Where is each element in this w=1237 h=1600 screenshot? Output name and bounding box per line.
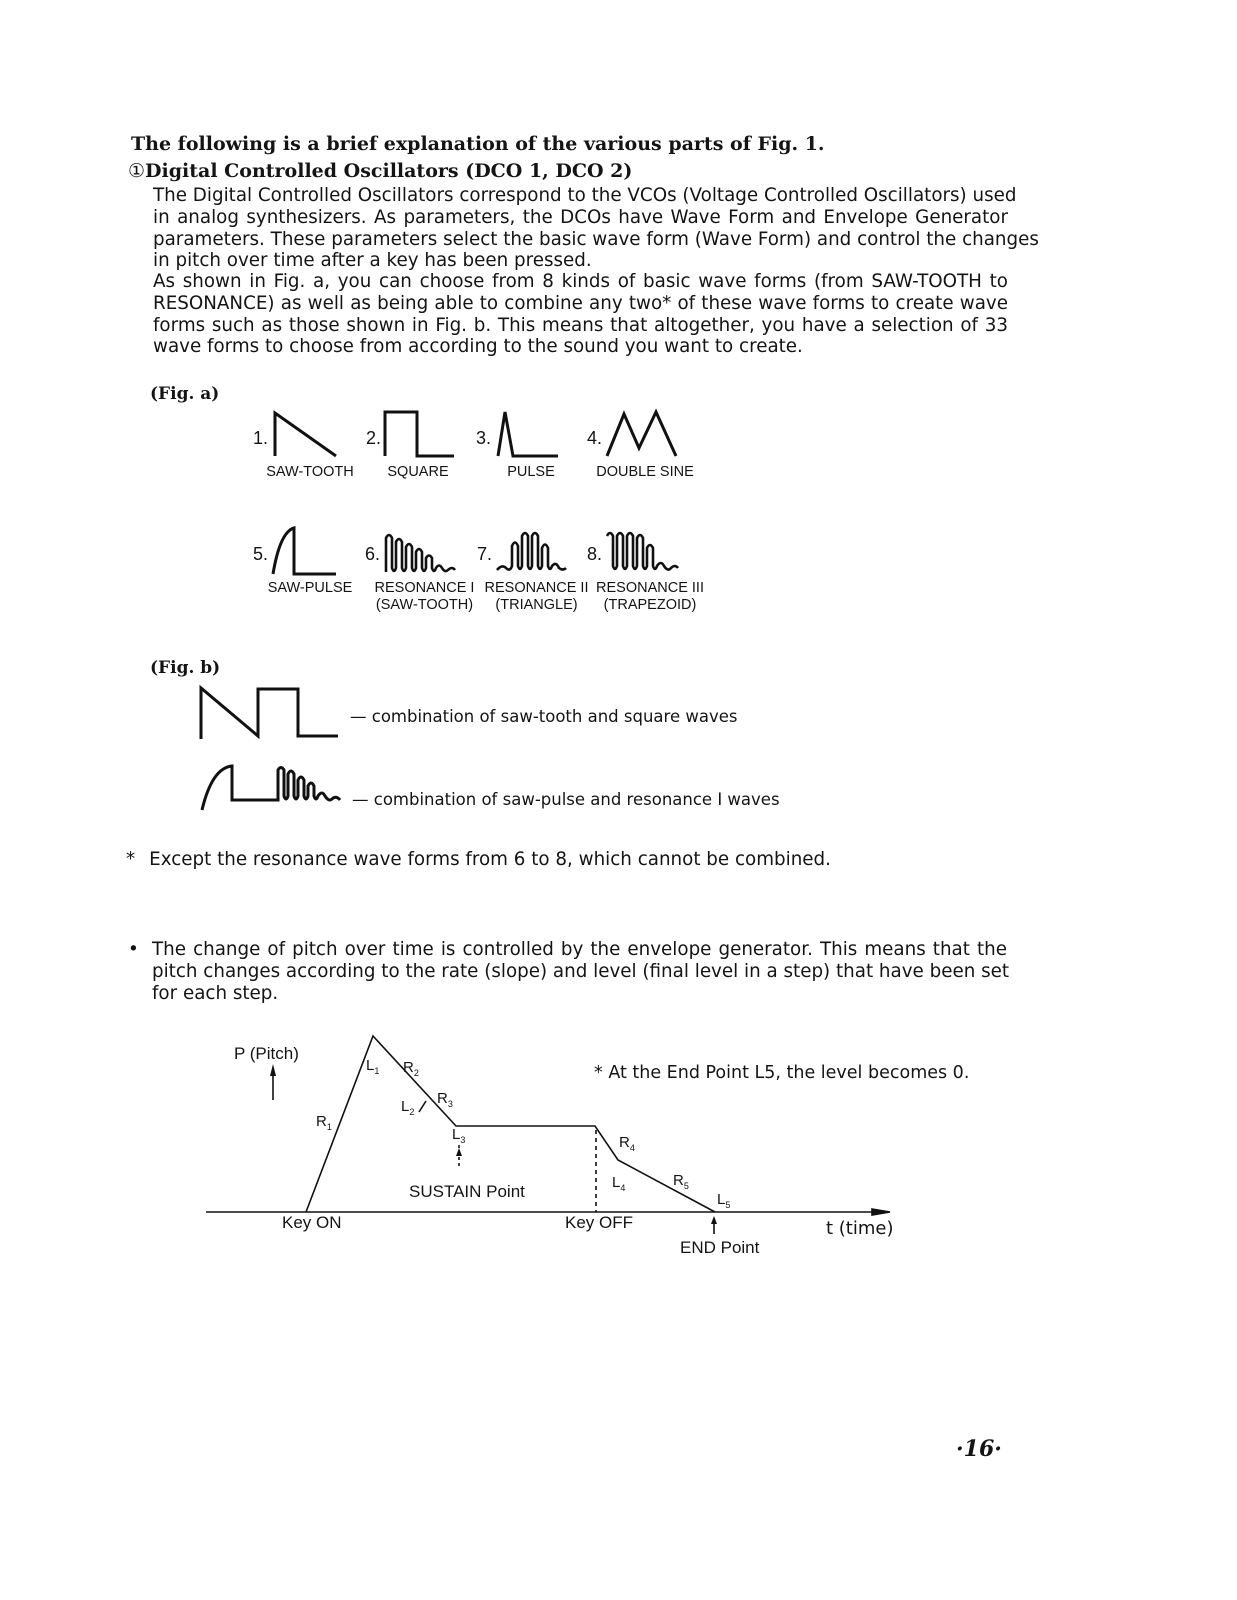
end-point-arrow-icon xyxy=(711,1216,717,1224)
wave-number: 6. xyxy=(365,544,381,564)
l1-label: $L_1$ xyxy=(366,1057,380,1076)
fig-a-label: (Fig. a) xyxy=(150,384,220,404)
key-off-label: Key OFF xyxy=(565,1213,634,1232)
paragraph-line: for each step. xyxy=(152,982,279,1004)
r4-label: $R_4$ xyxy=(619,1134,635,1153)
paragraph-line: parameters. These parameters select the basic wave form (Wave Form) and control the changes xyxy=(153,228,1039,250)
wave-caption: DOUBLE SINE xyxy=(596,464,694,480)
wave-number: 7. xyxy=(477,544,493,564)
key-on-label: Key ON xyxy=(282,1213,342,1232)
wave-number: 1. xyxy=(253,428,269,448)
fig-b-label: (Fig. b) xyxy=(150,658,221,678)
paragraph-line: forms such as those shown in Fig. b. This means that altogether, you have a selection of 33 xyxy=(153,314,1008,336)
wave-caption-sub: (TRIANGLE) xyxy=(495,597,578,613)
wave-number: 5. xyxy=(253,544,269,564)
pitch-axis-label: P (Pitch) xyxy=(234,1044,299,1063)
wave-number: 4. xyxy=(587,428,603,448)
section-marker: ① xyxy=(128,160,146,182)
wave-number: 2. xyxy=(366,428,382,448)
wave-number: 8. xyxy=(587,544,603,564)
page-heading: The following is a brief explanation of the various parts of Fig. 1. xyxy=(131,133,825,155)
wave-caption-sub: (SAW-TOOTH) xyxy=(375,597,474,613)
wave-caption: SAW-PULSE xyxy=(267,580,353,596)
l4-label: $L_4$ xyxy=(612,1174,626,1193)
wave-caption-name: RESONANCE II xyxy=(484,580,589,596)
l2-label: $L_2$ xyxy=(401,1098,415,1117)
paragraph-line: wave forms to choose from according to the sound you want to create. xyxy=(153,336,803,358)
paragraph-line: The change of pitch over time is controlled by the envelope generator. This means that the xyxy=(152,939,1007,960)
sustain-arrow-icon xyxy=(456,1148,462,1156)
wave-caption-name: RESONANCE I xyxy=(374,580,475,596)
footnote-mark: * xyxy=(126,849,136,870)
time-axis-label: t (time) xyxy=(826,1218,894,1239)
paragraph-line: in pitch over time after a key has been pressed. xyxy=(153,250,592,272)
section-title-text: Digital Controlled Oscillators (DCO 1, DCO 2) xyxy=(145,160,633,182)
pitch-arrow-icon xyxy=(270,1064,276,1076)
r1-label: $R_1$ xyxy=(316,1113,332,1132)
wave-caption-name: RESONANCE III xyxy=(596,580,704,596)
bullet-mark: • xyxy=(128,939,139,960)
paragraph-line: As shown in Fig. a, you can choose from 8 kinds of basic wave forms (from SAW-TOOTH to xyxy=(153,271,1008,292)
r3-label: $R_3$ xyxy=(437,1090,453,1109)
time-axis-arrow-icon xyxy=(872,1209,890,1215)
r2-label: $R_2$ xyxy=(403,1059,419,1078)
wave-caption: SQUARE xyxy=(387,464,449,480)
l5-label: $L_5$ xyxy=(717,1191,731,1210)
end-point-note: * At the End Point L5, the level becomes 0. xyxy=(594,1063,970,1083)
wave-caption: PULSE xyxy=(507,464,555,480)
paragraph-line: RESONANCE) as well as being able to combine any two* of these wave forms to create wave xyxy=(153,292,1008,314)
paragraph-line: pitch changes according to the rate (slope) and level (final level in a step) that have been set xyxy=(152,960,1010,982)
wave-number: 3. xyxy=(476,428,492,448)
combo-description: — combination of saw-tooth and square waves xyxy=(350,707,738,726)
wave-caption-sub: (TRAPEZOID) xyxy=(603,597,697,613)
sustain-point-label: SUSTAIN Point xyxy=(409,1182,525,1201)
end-point-label: END Point xyxy=(680,1238,760,1257)
combo-description: — combination of saw-pulse and resonance I waves xyxy=(352,790,780,809)
page-number: ·16· xyxy=(956,1436,1002,1462)
paragraph-line: The Digital Controlled Oscillators correspond to the VCOs (Voltage Controlled Oscillators) used xyxy=(153,185,1017,206)
wave-caption: SAW-TOOTH xyxy=(266,464,354,480)
r5-label: $R_5$ xyxy=(673,1172,689,1191)
paragraph-line: in analog synthesizers. As parameters, the DCOs have Wave Form and Envelope Generator xyxy=(153,206,1008,228)
footnote-text: Except the resonance wave forms from 6 to 8, which cannot be combined. xyxy=(149,849,831,870)
l3-label: $L_3$ xyxy=(452,1126,466,1145)
